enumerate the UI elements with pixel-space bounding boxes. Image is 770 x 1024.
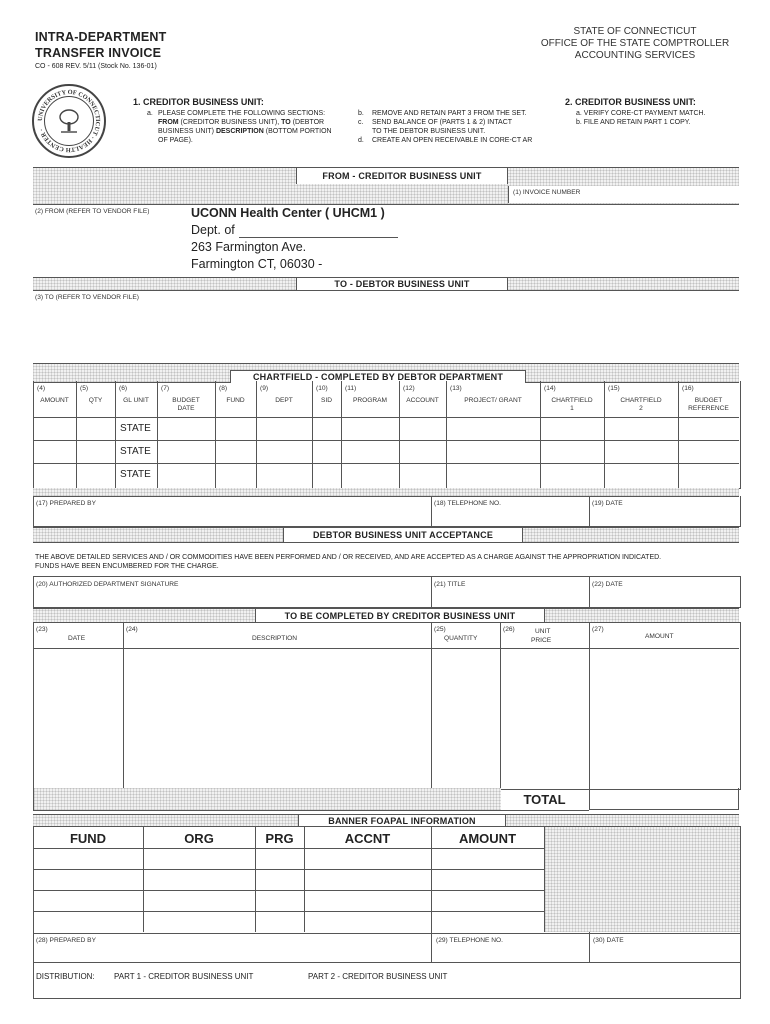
chartfield-col-label (604, 397, 678, 413)
chartfield-col-num: (7) (161, 385, 170, 392)
chartfield-cell[interactable] (313, 441, 341, 463)
date-field-22[interactable] (590, 590, 738, 606)
chartfield-cell[interactable] (679, 464, 739, 486)
chartfield-col-label-line1: PROGRAM (352, 397, 388, 404)
footer-prepared-label: (28) PREPARED BY (36, 937, 96, 944)
instr-a-marker: a. (147, 110, 153, 117)
invoice-number-field[interactable] (508, 186, 740, 203)
col26-num: (26) (503, 626, 515, 633)
instr-a-line4: OF PAGE). (158, 137, 193, 144)
foapal-header-amount: AMOUNT (458, 831, 517, 846)
instruction-c: SEND BALANCE OF (PARTS 1 & 2) INTACT (372, 119, 513, 126)
creditor-description-field[interactable] (124, 649, 430, 787)
from-label: (2) FROM (REFER TO VENDOR FILE) (35, 208, 150, 215)
instr-a-from-rest: (CREDITOR BUSINESS UNIT), (178, 119, 282, 126)
foapal-cell[interactable] (305, 912, 431, 932)
foapal-cell[interactable] (305, 849, 431, 869)
chartfield-col-label-line1: GL UNIT (123, 397, 149, 404)
from-band (33, 167, 739, 205)
foapal-header-prg: PRG (265, 831, 294, 846)
foapal-header-fund: FUND (69, 831, 107, 846)
chartfield-col-label (399, 397, 446, 405)
foapal-cell[interactable] (432, 891, 544, 911)
col23-label: DATE (68, 635, 86, 642)
chartfield-cell[interactable] (605, 464, 678, 486)
acceptance-band (33, 527, 739, 543)
chartfield-col-label-line1: BUDGET (172, 397, 200, 404)
university-seal-logo (32, 84, 106, 158)
prepared-by-field[interactable] (34, 510, 430, 526)
instr-a-line2 (158, 118, 353, 127)
instr-c-marker: c. (358, 119, 364, 126)
acceptance-text-line1: THE ABOVE DETAILED SERVICES AND / OR COMMODITIES HAVE BEEN PERFORMED AND / OR RECEIVED, AND ARE ACCEPTED AS A CHARGE AGAINST THE APPROPRIATION INDICATED. (35, 554, 662, 561)
chartfield-col-label-line1: SID (321, 397, 332, 404)
foapal-cell[interactable] (34, 870, 143, 890)
instr-a-to-rest: (DEBTOR (290, 119, 325, 126)
prepared-by-label: (17) PREPARED BY (36, 500, 96, 507)
date-label-19: (19) DATE (592, 500, 623, 507)
foapal-header-accnt: ACCNT (344, 831, 391, 846)
seal-ring-text: UNIVERSITY OF CONNECTICUT · HEALTH CENTER · (36, 88, 102, 154)
chartfield-cell[interactable] (342, 418, 399, 440)
chartfield-cell[interactable] (541, 441, 604, 463)
creditor-quantity-field[interactable] (432, 649, 499, 787)
chartfield-col-label-line1: AMOUNT (40, 397, 69, 404)
chartfield-col-num: (4) (37, 385, 46, 392)
col24-num: (24) (126, 626, 138, 633)
creditor-name: UCONN Health Center ( UHCM1 ) (191, 206, 385, 220)
foapal-cell[interactable] (432, 870, 544, 890)
foapal-cell[interactable] (256, 912, 304, 932)
chartfield-col-label-line1: QTY (88, 397, 103, 404)
instr-a-line3 (158, 127, 353, 136)
chartfield-col-label (76, 397, 115, 405)
col24-label: DESCRIPTION (252, 635, 298, 642)
instruction-d: CREATE AN OPEN RECEIVABLE IN CORE-CT AR (372, 137, 533, 144)
foapal-cell[interactable] (256, 870, 304, 890)
chartfield-cell[interactable] (342, 464, 399, 486)
instr-a-to: TO (281, 119, 291, 126)
chartfield-cell[interactable] (158, 464, 215, 486)
chartfield-col-label-line2: 2 (639, 405, 643, 412)
chartfield-col-label (256, 397, 312, 405)
creditor-unit-price-field[interactable] (501, 649, 588, 787)
col23-num: (23) (36, 626, 48, 633)
chartfield-col-label-line2: DATE (177, 405, 195, 412)
creditor-dept: Dept. of (191, 223, 235, 237)
acceptance-band-label: DEBTOR BUSINESS UNIT ACCEPTANCE (283, 528, 523, 542)
agency-line2: OFFICE OF THE STATE COMPTROLLER (540, 38, 730, 49)
chartfield-col-label-line1: BUDGET (694, 397, 723, 404)
chartfield-col-num: (12) (403, 385, 415, 392)
col27-label: AMOUNT (645, 633, 674, 640)
creditor-date-field[interactable] (34, 649, 122, 787)
date-field-19[interactable] (590, 510, 738, 526)
chartfield-cell[interactable] (216, 441, 256, 463)
title-field[interactable] (432, 590, 588, 606)
instr-a-desc: DESCRIPTION (215, 128, 264, 135)
chartfield-col-num: (6) (119, 385, 128, 392)
creditor-band-label: TO BE COMPLETED BY CREDITOR BUSINESS UNIT (255, 609, 545, 623)
foapal-cell[interactable] (432, 912, 544, 932)
telephone-label: (18) TELEPHONE NO. (434, 500, 501, 507)
foapal-cell[interactable] (34, 849, 143, 869)
chartfield-cell[interactable] (34, 464, 76, 486)
chartfield-col-num: (10) (316, 385, 328, 392)
instr-a-from: FROM (158, 119, 179, 126)
chartfield-cell[interactable] (605, 441, 678, 463)
footer-date-label: (30) DATE (593, 937, 624, 944)
section2-title: 2. CREDITOR BUSINESS UNIT: (565, 97, 696, 107)
chartfield-col-label (678, 397, 739, 413)
chartfield-cell[interactable] (605, 418, 678, 440)
instruction-2a: a. VERIFY CORE-CT PAYMENT MATCH. (576, 110, 706, 117)
chartfield-col-label (446, 397, 540, 405)
chartfield-cell[interactable] (679, 441, 739, 463)
foapal-cell[interactable] (34, 912, 143, 932)
footer-phone-label: (29) TELEPHONE NO. (436, 937, 503, 944)
col26-label-unit: UNIT (535, 628, 551, 635)
chartfield-col-num: (5) (80, 385, 89, 392)
from-band-label: FROM - CREDITOR BUSINESS UNIT (296, 168, 508, 184)
foapal-cell[interactable] (256, 891, 304, 911)
telephone-field[interactable] (432, 510, 588, 526)
chartfield-cell[interactable] (400, 441, 446, 463)
chartfield-col-num: (9) (260, 385, 269, 392)
chartfield-cell[interactable] (400, 418, 446, 440)
chartfield-col-num: (11) (345, 385, 357, 392)
total-amount-field[interactable] (589, 788, 739, 810)
chartfield-band-label: CHARTFIELD - COMPLETED BY DEBTOR DEPARTMENT (230, 370, 526, 383)
distribution-part2: PART 2 - CREDITOR BUSINESS UNIT (308, 972, 448, 981)
chartfield-col-label (540, 397, 604, 413)
total-label: TOTAL (500, 788, 589, 811)
foapal-cell[interactable] (305, 891, 431, 911)
chartfield-col-num: (15) (608, 385, 620, 392)
instr-b-marker: b. (358, 110, 364, 117)
footer-prepared-field[interactable] (34, 946, 430, 962)
chartfield-cell[interactable] (447, 464, 540, 486)
foapal-cell[interactable] (432, 849, 544, 869)
footer-phone-field[interactable] (432, 946, 588, 962)
chartfield-col-num: (13) (450, 385, 462, 392)
chartfield-cell[interactable] (158, 441, 215, 463)
to-label: (3) TO (REFER TO VENDOR FILE) (35, 294, 139, 301)
chartfield-cell[interactable] (158, 418, 215, 440)
instruction-c2: TO THE DEBTOR BUSINESS UNIT. (372, 128, 486, 135)
chartfield-col-label (115, 397, 157, 405)
chartfield-col-label (215, 397, 256, 405)
to-band (33, 277, 739, 291)
chartfield-col-label-line2: REFERENCE (688, 405, 729, 412)
foapal-cell[interactable] (34, 891, 143, 911)
agency-block (520, 26, 750, 62)
chartfield-cell[interactable] (257, 441, 312, 463)
chartfield-cell[interactable] (541, 418, 604, 440)
chartfield-cell[interactable] (313, 418, 341, 440)
chartfield-cell[interactable] (34, 418, 76, 440)
chartfield-col-label-line1: PROJECT/ GRANT (464, 397, 522, 404)
instr-d-marker: d. (358, 137, 364, 144)
title-label: (21) TITLE (434, 581, 466, 588)
chartfield-col-label (157, 397, 215, 413)
chartfield-col-label-line1: DEPT (275, 397, 293, 404)
col27-num: (27) (592, 626, 604, 633)
chartfield-col-num: (14) (544, 385, 556, 392)
chartfield-cell[interactable] (257, 418, 312, 440)
instruction-b: REMOVE AND RETAIN PART 3 FROM THE SET. (372, 110, 527, 117)
chartfield-cell[interactable] (342, 441, 399, 463)
chartfield-cell[interactable] (400, 464, 446, 486)
footer-date-field[interactable] (590, 946, 738, 962)
invoice-number-label: (1) INVOICE NUMBER (513, 189, 581, 196)
acceptance-text-line2: FUNDS HAVE BEEN ENCUMBERED FOR THE CHARGE. (35, 563, 219, 570)
foapal-cell[interactable] (305, 870, 431, 890)
instr-a-line1: PLEASE COMPLETE THE FOLLOWING SECTIONS: (158, 110, 326, 117)
foapal-band-label: BANNER FOAPAL INFORMATION (298, 815, 506, 827)
seal-inner-emblem (44, 96, 94, 146)
chartfield-col-num: (8) (219, 385, 228, 392)
col25-num: (25) (434, 626, 446, 633)
foapal-header-org: ORG (184, 831, 214, 846)
chartfield-cell[interactable] (257, 464, 312, 486)
section1-title: 1. CREDITOR BUSINESS UNIT: (133, 97, 264, 107)
foapal-cell[interactable] (256, 849, 304, 869)
chartfield-cell[interactable] (77, 418, 115, 440)
foapal-hatch-area (544, 827, 740, 932)
chartfield-col-label-line2: 1 (570, 405, 574, 412)
chartfield-col-label-line1: ACCOUNT (406, 397, 439, 404)
chartfield-band (33, 363, 739, 383)
gl-unit-state: STATE (120, 446, 151, 457)
foapal-cell[interactable] (144, 870, 255, 890)
foapal-cell[interactable] (144, 912, 255, 932)
agency-line1: STATE OF CONNECTICUT (573, 26, 697, 37)
chartfield-cell[interactable] (216, 464, 256, 486)
signature-field[interactable] (34, 590, 430, 606)
chartfield-cell[interactable] (447, 418, 540, 440)
chartfield-cell[interactable] (34, 441, 76, 463)
chartfield-cell[interactable] (77, 464, 115, 486)
instruction-a (158, 109, 353, 145)
chartfield-col-label-line1: CHARTFIELD (620, 397, 662, 404)
oak-tree-icon (54, 106, 84, 136)
chartfield-cell[interactable] (313, 464, 341, 486)
col25-label: QUANTITY (444, 635, 478, 642)
chartfield-cell[interactable] (77, 441, 115, 463)
chartfield-col-label-line1: FUND (226, 397, 245, 404)
creditor-amount-field[interactable] (590, 649, 738, 787)
form-number: CO - 608 REV. 5/11 (Stock No. 136-01) (35, 63, 157, 70)
gl-unit-state: STATE (120, 423, 151, 434)
foapal-cell[interactable] (144, 849, 255, 869)
to-band-label: TO - DEBTOR BUSINESS UNIT (296, 278, 508, 290)
form-title-line2: TRANSFER INVOICE (35, 46, 162, 60)
chartfield-cell[interactable] (679, 418, 739, 440)
total-hatch (33, 788, 501, 811)
chartfield-cell[interactable] (541, 464, 604, 486)
gl-unit-state: STATE (120, 469, 151, 480)
date-label-22: (22) DATE (592, 581, 623, 588)
foapal-cell[interactable] (144, 891, 255, 911)
instr-a-desc-rest: (BOTTOM PORTION (263, 128, 332, 135)
instruction-2b: b. FILE AND RETAIN PART 1 COPY. (576, 119, 691, 126)
distribution-part1: PART 1 - CREDITOR BUSINESS UNIT (114, 972, 254, 981)
distribution-label: DISTRIBUTION: (36, 972, 95, 981)
chartfield-cell[interactable] (216, 418, 256, 440)
creditor-address1: 263 Farmington Ave. (191, 240, 307, 254)
instr-a-bu: BUSINESS UNIT) (158, 128, 216, 135)
col26-label-price: PRICE (531, 637, 552, 644)
creditor-band (33, 608, 739, 623)
chartfield-col-num: (16) (682, 385, 694, 392)
dept-underline[interactable] (239, 237, 398, 238)
chartfield-col-label (312, 397, 341, 405)
form-title-line1: INTRA-DEPARTMENT (35, 30, 167, 44)
chartfield-col-label (33, 397, 76, 405)
chartfield-cell[interactable] (447, 441, 540, 463)
chartfield-col-label (341, 397, 399, 405)
creditor-address2: Farmington CT, 06030 - (191, 257, 323, 271)
signature-label: (20) AUTHORIZED DEPARTMENT SIGNATURE (36, 581, 179, 588)
agency-line3: ACCOUNTING SERVICES (574, 50, 696, 61)
chartfield-col-label-line1: CHARTFIELD (551, 397, 593, 404)
